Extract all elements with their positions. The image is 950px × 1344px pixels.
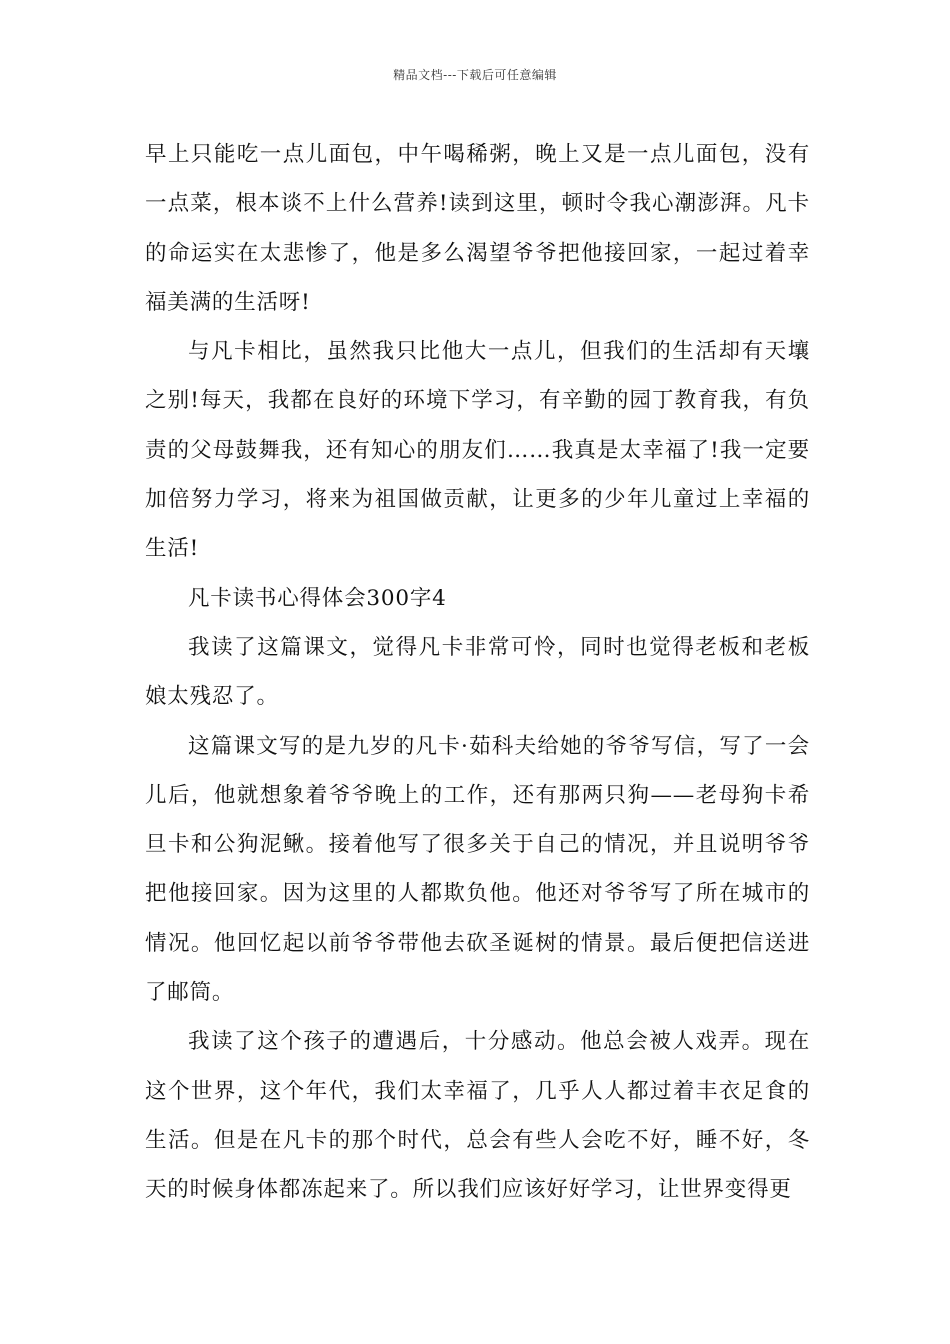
- paragraph: 这篇课文写的是九岁的凡卡·茹科夫给她的爷爷写信，写了一会儿后，他就想象着爷爷晚上的工作，还有那两只狗——老母狗卡希旦卡和公狗泥鳅。接着他写了很多关于自己的情况，并且说明爷爷把他接回家。因为这里的人都欺负他。他还对爷爷写了所在城市的情况。他回忆起以前爷爷带他去砍圣诞树的情景。最后便把信送进了邮筒。: [145, 733, 810, 1006]
- paragraph: 与凡卡相比，虽然我只比他大一点儿，但我们的生活却有天壤之别!每天，我都在良好的环境下学习，有辛勤的园丁教育我，有负责的父母鼓舞我，还有知心的朋友们……我真是太幸福了!我一定要加倍努力学习，将来为祖国做贡献，让更多的少年儿童过上幸福的生活!: [145, 339, 810, 562]
- section-heading: 凡卡读书心得体会300字4: [188, 585, 447, 611]
- paragraph-continuation: 早上只能吃一点儿面包，中午喝稀粥，晚上又是一点儿面包，没有一点菜，根本谈不上什么营养!读到这里，顿时令我心潮澎湃。凡卡的命运实在太悲惨了，他是多么渴望爷爷把他接回家，一起过着幸福美满的生活呀!: [145, 142, 810, 315]
- document-body: [145, 130, 810, 1215]
- page-header: 精品文档---下载后可任意编辑: [393, 68, 557, 82]
- paragraph: 我读了这篇课文，觉得凡卡非常可怜，同时也觉得老板和老板娘太残忍了。: [145, 634, 810, 710]
- paragraph: 我读了这个孩子的遭遇后，十分感动。他总会被人戏弄。现在这个世界，这个年代，我们太幸福了，几乎人人都过着丰衣足食的生活。但是在凡卡的那个时代，总会有些人会吃不好，睡不好，冬天的时候身体都冻起来了。所以我们应该好好学习，让世界变得更: [145, 1029, 810, 1203]
